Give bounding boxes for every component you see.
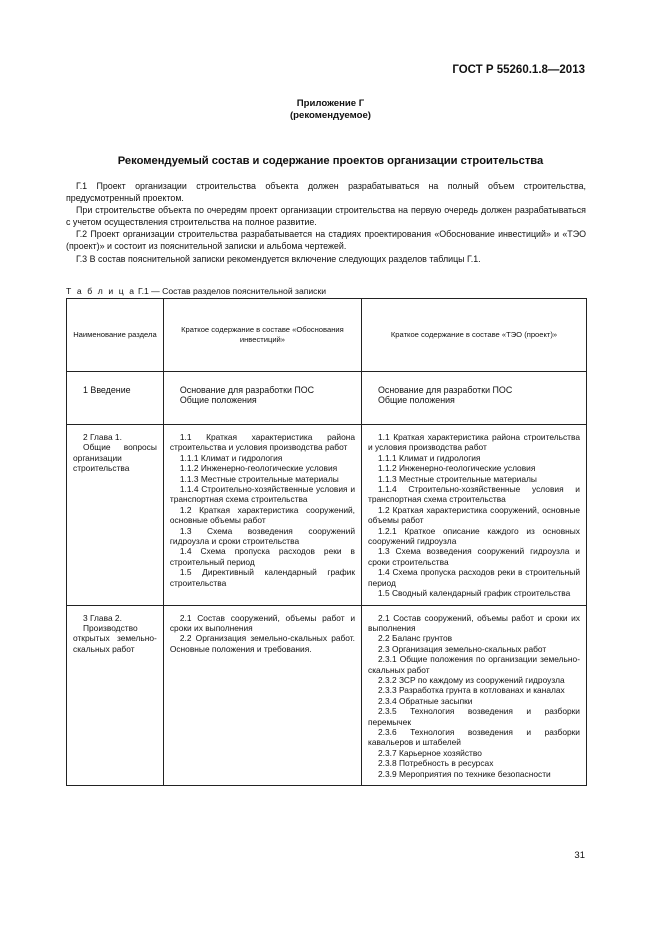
cell-line: Основание для разработки ПОС <box>378 385 513 395</box>
cell-line: 1.5 Директивный календарный график строительства <box>169 567 356 588</box>
cell-line: 1.1.1 Климат и гидрология <box>179 452 283 463</box>
cell-line: 2.2 Организация земельно-скальных работ. Основные положения и требования. <box>169 633 356 654</box>
paragraph: Г.2 Проект организации строительства разрабатывается на стадиях проектирования «Обоснование инвестиций» и «ТЭО (проект)» и состоит из пояснительной записки и альбома чертежей. <box>66 229 586 252</box>
cell-line: 2.3.7 Карьерное хозяйство <box>378 747 482 758</box>
cell-line: 2.3.2 ЗСР по каждому из сооружений гидроузла <box>378 674 565 685</box>
body-text <box>66 180 586 265</box>
cell-line: 2.1 Состав сооружений, объемы работ и сроки их выполнения <box>368 612 580 633</box>
cell-line: 1.1 Краткая характеристика района строительства и условия производства работ <box>368 432 580 453</box>
cell-line: 1.3 Схема возведения сооружений гидроузла и сроки строительства <box>169 525 356 547</box>
cell-line: 2.3.5 Технология возведения и разборки перемычек <box>368 706 580 727</box>
paragraph: При строительстве объекта по очередям проект организации строительства на первую очередь должен разрабатываться с учетом осуществления строительства на полное развитие. <box>66 205 586 228</box>
cell-line: 2.3.1 Общие положения по организации земельно-скальных работ <box>368 654 580 675</box>
cell-line: 1.1.3 Местные строительные материалы <box>179 473 339 484</box>
cell-line: 1.3 Схема возведения сооружений гидроузла и сроки строительства <box>368 546 580 567</box>
table-caption-text: Г.1 — Состав разделов пояснительной записки <box>135 286 327 296</box>
cell-line: 1.1 Краткая характеристика района строительства и условия производства работ <box>169 432 356 453</box>
cell-investment <box>163 372 361 425</box>
header-section: Наименование раздела <box>67 299 164 372</box>
cell-line: Общие положения <box>179 395 257 406</box>
paragraph: Г.3 В состав пояснительной записки рекомендуется включение следующих разделов таблицы Г.1. <box>76 253 481 264</box>
cell-line: 1.1.2 Инженерно-геологические условия <box>179 463 338 474</box>
cell-line: 1.5 Сводный календарный график строительства <box>378 588 571 599</box>
cell-section <box>67 425 164 606</box>
cell-line: 2.1 Состав сооружений, объемы работ и сроки их выполнения <box>169 612 356 633</box>
table-caption-prefix: Т а б л и ц а <box>66 286 136 296</box>
table-row <box>67 425 587 606</box>
cell-line: 2 Глава 1. <box>83 432 122 442</box>
appendix-subtitle: (рекомендуемое) <box>289 110 371 121</box>
cell-line: Общие вопросы организации строительства <box>73 442 157 474</box>
cell-line: Общие положения <box>378 395 455 406</box>
cell-line: 2.3.3 Разработка грунта в котлованах и каналах <box>378 685 565 696</box>
cell-line: 1.4 Схема пропуска расходов реки в строительный период <box>169 546 356 567</box>
cell-line: 1.1.1 Климат и гидрология <box>378 452 481 463</box>
cell-line: Производство открытых земельно-скальных работ <box>73 622 157 654</box>
appendix-title: Приложение Г <box>296 98 365 109</box>
main-title: Рекомендуемый состав и содержание проектов организации строительства <box>117 155 544 167</box>
cell-line: Основание для разработки ПОС <box>179 385 315 395</box>
table-row <box>67 372 587 425</box>
cell-line: 1.2 Краткая характеристика сооружений, основные объемы работ <box>169 504 356 526</box>
page-number: 31 <box>574 850 585 861</box>
cell-teo <box>362 425 587 606</box>
cell-line: 2.3.4 Обратные засыпки <box>378 695 473 706</box>
appendix-heading <box>0 98 661 122</box>
cell-line: 1.1.3 Местные строительные материалы <box>378 473 537 484</box>
header-teo: Краткое содержание в составе «ТЭО (проект)» <box>362 299 587 372</box>
cell-investment <box>163 605 361 786</box>
cell-line: 2.3.9 Мероприятия по технике безопасности <box>378 768 551 779</box>
cell-line: 1.1.4 Строительно-хозяйственные условия и транспортная схема строительства <box>169 484 356 505</box>
cell-line: 2.3 Организация земельно-скальных работ <box>378 643 547 654</box>
cell-teo <box>362 605 587 786</box>
cell-line: 2.3.8 Потребность в ресурсах <box>378 758 494 769</box>
table-caption <box>66 286 326 296</box>
cell-line: 1.2 Краткая характеристика сооружений, основные объемы работ <box>368 504 580 526</box>
cell-teo <box>362 372 587 425</box>
table-header-row <box>67 299 587 372</box>
cell-line: 1 Введение <box>83 385 131 395</box>
cell-line: 1.4 Схема пропуска расходов реки в строительный период <box>368 567 580 588</box>
cell-investment <box>163 425 361 606</box>
standard-header: ГОСТ Р 55260.1.8—2013 <box>452 64 585 76</box>
cell-line: 1.1.4 Строительно-хозяйственные условия и транспортная схема строительства <box>368 484 580 505</box>
cell-line: 1.1.2 Инженерно-геологические условия <box>378 463 536 474</box>
cell-line: 1.2.1 Краткое описание каждого из основных сооружений гидроузла <box>368 525 580 547</box>
cell-line: 2.3.6 Технология возведения и разборки кавальеров и штабелей <box>368 726 580 748</box>
cell-line: 2.2 Баланс грунтов <box>378 633 453 644</box>
sections-table <box>66 298 587 786</box>
cell-section <box>67 605 164 786</box>
paragraph: Г.1 Проект организации строительства объекта должен разрабатываться на полный объем строительства, предусмотренный проектом. <box>66 181 586 204</box>
cell-section <box>67 372 164 425</box>
table-row <box>67 605 587 786</box>
cell-line: 3 Глава 2. <box>83 612 122 623</box>
header-investment: Краткое содержание в составе «Обоснования инвестиций» <box>163 299 361 372</box>
